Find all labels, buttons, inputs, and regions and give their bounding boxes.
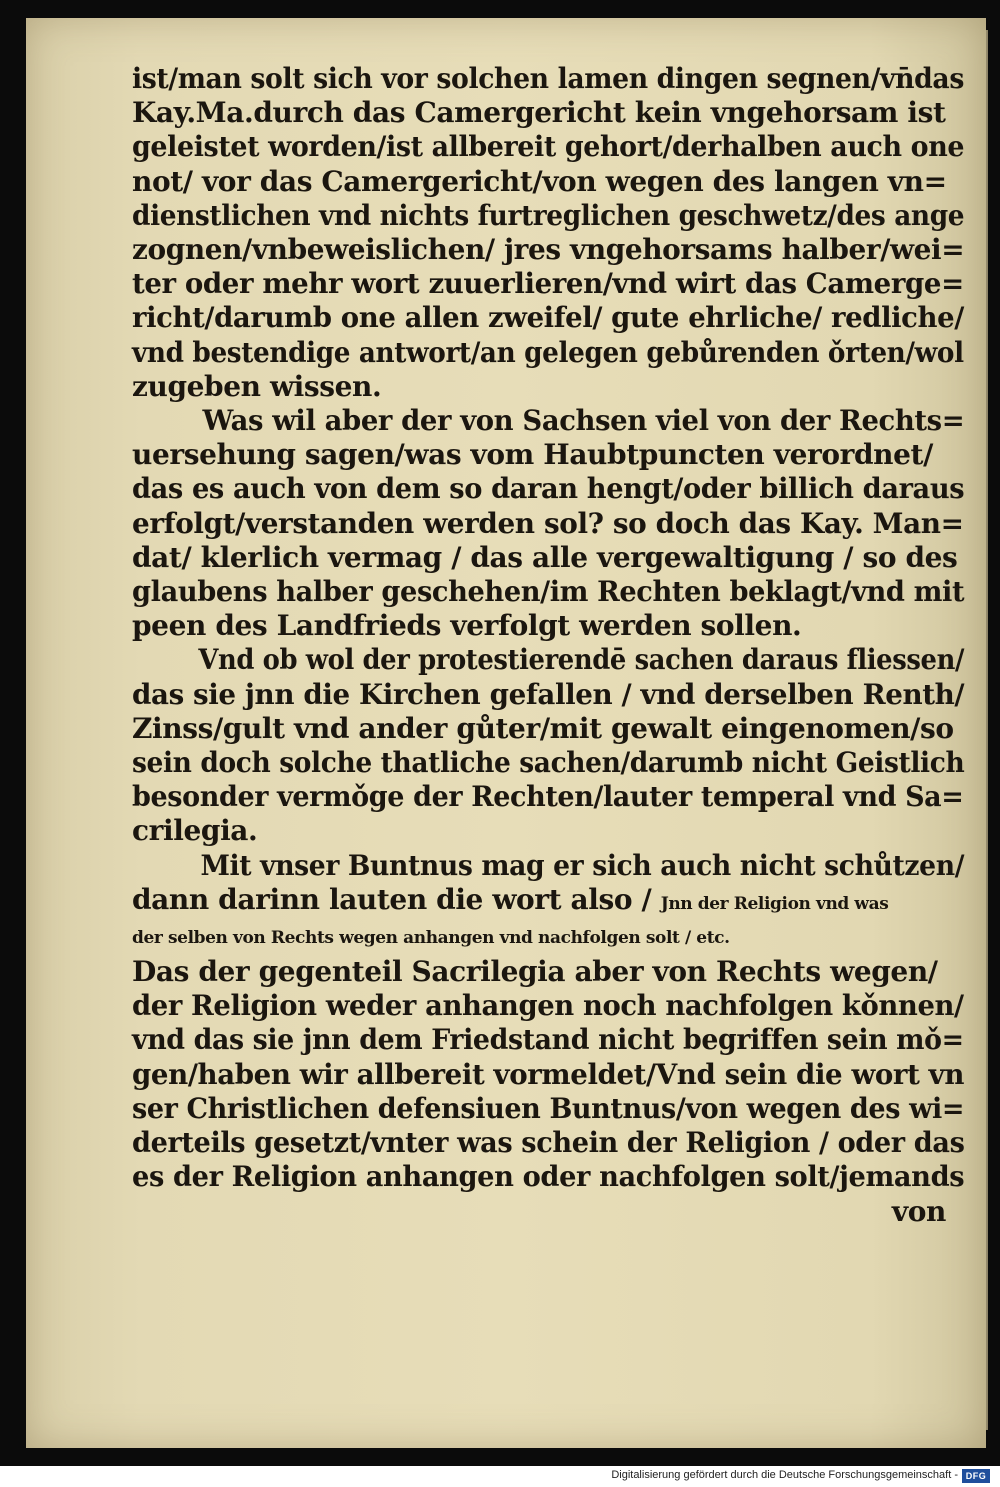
text-line: [132, 1126, 965, 1160]
text-line-content: zugeben wissen.: [132, 369, 382, 403]
text-line-content: der selben von Rechts wegen anhangen vnd nachfolgen solt / etc.: [132, 928, 730, 949]
text-line: [132, 472, 965, 506]
text-line-content: richt/darumb one allen zweifel/ gute ehrliche/ redliche/: [132, 301, 964, 335]
text-line: [132, 643, 965, 677]
text-line-content: ser Christlichen defensiuen Buntnus/von wegen des wi=: [132, 1091, 965, 1125]
text-line-content: Was wil aber der von Sachsen viel von der Rechts=: [202, 404, 965, 438]
text-line: [132, 575, 965, 609]
text-line-content: ist/man solt sich vor solchen lamen dingen segnen/vn̄das: [132, 62, 964, 95]
text-line: [132, 921, 964, 955]
text-line-content: zognen/vnbeweislichen/ jres vngehorsams halber/wei=: [132, 233, 965, 267]
text-line: [132, 233, 965, 267]
text-line: [132, 1091, 965, 1126]
text-line-content: sein doch solche thatliche sachen/darumb nicht Geistlich: [132, 746, 965, 780]
text-line-content: peen des Landfrieds verfolgt werden sollen.: [132, 609, 802, 643]
text-line: [132, 1195, 964, 1229]
text-line: [132, 506, 964, 541]
text-line-content: das sie jnn die Kirchen gefallen / vnd derselben Renth/: [132, 677, 965, 711]
text-line: [132, 814, 964, 848]
text-line: [132, 1057, 965, 1092]
text-line-content: geleistet worden/ist allbereit gehort/derhalben auch one: [132, 130, 965, 164]
text-line-content: dat/ klerlich vermag / das alle vergewaltigung / so des: [132, 540, 958, 574]
text-line-quote: Jnn der Religion vnd was: [660, 893, 889, 914]
text-line-content: das es auch von dem so daran hengt/oder billich daraus: [132, 472, 965, 506]
text-line-content: glaubens halber geschehen/im Rechten beklagt/vnd mit: [132, 575, 965, 609]
text-line: [132, 989, 964, 1023]
text-line-content: Vnd ob wol der protestierendē sachen daraus fliessen/: [198, 643, 965, 677]
text-line: [132, 96, 964, 130]
footer-credit: Digitalisierung gefördert durch die Deutsche Forschungsgemeinschaft -: [611, 1469, 958, 1481]
text-line-content: derteils gesetzt/vnter was schein der Religion / oder das: [132, 1126, 965, 1160]
text-line-content: uersehung sagen/was vom Haubtpuncten verordnet/: [132, 438, 933, 472]
text-line-content: Zinss/gult vnd ander gůter/mit gewalt eingenomen/so: [132, 711, 954, 745]
text-line: [132, 746, 965, 780]
text-line: [132, 130, 965, 164]
text-line-content: von: [891, 1194, 946, 1228]
text-line-content: Kay.Ma.durch das Camergericht kein vngehorsam ist: [132, 96, 946, 130]
text-line-content: gen/haben wir allbereit vormeldet/Vnd sein die wort vn: [132, 1057, 965, 1091]
text-line: [132, 1160, 965, 1194]
text-line-content: dienstlichen vnd nichts furtreglichen geschwetz/des ange: [132, 198, 965, 232]
text-line-content: vnd bestendige antwort/an gelegen gebůrenden ǒrten/wol: [132, 335, 964, 369]
text-line-content: Das der gegenteil Sacrilegia aber von Rechts wegen/: [132, 955, 938, 989]
text-line: [132, 438, 964, 472]
text-line: [132, 712, 964, 746]
text-line: [132, 609, 964, 643]
text-line-content: besonder vermǒge der Rechten/lauter temperal vnd Sa=: [132, 780, 964, 814]
text-line: [132, 541, 964, 575]
text-line-content: es der Religion anhangen oder nachfolgen solt/jemands: [132, 1160, 965, 1194]
text-line: [132, 370, 964, 404]
text-line-content: erfolgt/verstanden werden sol? so doch das Kay. Man=: [132, 506, 964, 540]
text-line: [132, 198, 965, 233]
text-line: [132, 301, 964, 335]
page-text: [132, 62, 964, 1229]
text-line-content: vnd das sie jnn dem Friedstand nicht begriffen sein mǒ=: [132, 1023, 964, 1057]
text-line-content: dann darinn lauten die wort also /: [132, 882, 652, 916]
text-line: [132, 955, 964, 989]
text-line: [132, 677, 965, 712]
text-line: [132, 848, 965, 883]
text-line: [132, 335, 964, 370]
text-line: [132, 267, 964, 301]
footer-bar: [0, 1466, 1000, 1487]
text-line-content: der Religion weder anhangen noch nachfolgen kǒnnen/: [132, 989, 964, 1023]
dfg-logo: DFG: [962, 1469, 990, 1483]
text-line: [132, 404, 965, 438]
text-line: [132, 165, 964, 199]
text-line: [132, 883, 964, 921]
text-line: [132, 62, 964, 96]
text-line: [132, 1023, 964, 1057]
text-line-content: ter oder mehr wort zuuerlieren/vnd wirt das Camerge=: [132, 267, 964, 301]
text-line-content: not/ vor das Camergericht/von wegen des langen vn=: [132, 164, 947, 198]
text-line-content: crilegia.: [132, 814, 258, 848]
text-line-content: Mit vnser Buntnus mag er sich auch nicht schůtzen/: [200, 848, 965, 882]
text-line: [132, 780, 964, 814]
